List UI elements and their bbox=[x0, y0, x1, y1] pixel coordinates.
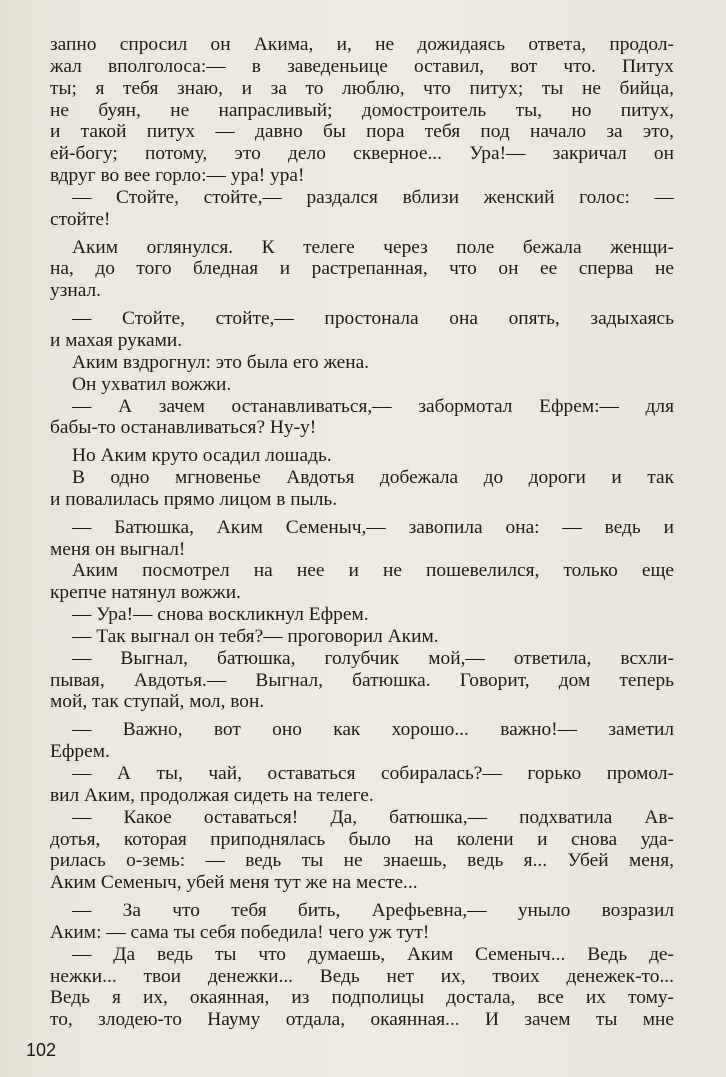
text-line: — А зачем останавливаться,— забормотал Ефрем:— для bbox=[72, 395, 674, 417]
text-line: — Важно, вот оно как хорошо... важно!— заметил bbox=[72, 719, 674, 741]
paragraph-14 bbox=[50, 648, 674, 714]
text-line: Аким Семеныч, убей меня тут же на месте... bbox=[50, 872, 418, 894]
text-line: мой, так ступай, мол, вон. bbox=[50, 691, 265, 713]
paragraph-5 bbox=[50, 352, 674, 374]
text-line: — А ты, чай, оставаться собиралась?— горько промол- bbox=[72, 763, 674, 784]
text-line: — Какое оставаться! Да, батюшка,— подхватила Ав- bbox=[72, 806, 674, 828]
text-line: на, до того бледная и растрепанная, что он ее сперва не bbox=[50, 258, 674, 280]
text-line: — Да ведь ты что думаешь, Аким Семеныч... Ведь де- bbox=[72, 943, 674, 965]
paragraph-10 bbox=[50, 517, 674, 561]
paragraph-13 bbox=[50, 626, 674, 648]
text-line: вил Аким, продолжая сидеть на телеге. bbox=[50, 784, 374, 806]
paragraph-16 bbox=[50, 763, 674, 807]
text-line: дотья, которая приподнялась было на колени и снова уда- bbox=[50, 828, 674, 850]
text-line: Аким: — сама ты себя победила! чего уж тут! bbox=[50, 921, 430, 943]
text-line: — Ура!— снова воскликнул Ефрем. bbox=[72, 604, 369, 626]
text-line: узнал. bbox=[50, 280, 102, 302]
paragraph-18 bbox=[50, 900, 674, 944]
text-line: В одно мгновенье Авдотья добежала до дороги и так bbox=[72, 467, 674, 489]
text-line: не буян, не напрасливый; домостроитель ты, но питух, bbox=[50, 99, 674, 121]
paragraph-12 bbox=[50, 604, 674, 626]
text-line: — Так выгнал он тебя?— проговорил Аким. bbox=[72, 625, 439, 647]
text-line: нежки... твои денежки... Ведь нет их, твоих денежек-то... bbox=[50, 965, 674, 987]
text-line: бабы-то останавливаться? Ну-у! bbox=[50, 417, 317, 439]
text-line: ей-богу; потому, это дело скверное... Ура!— закричал он bbox=[50, 143, 674, 165]
text-line: меня он выгнал! bbox=[50, 538, 186, 560]
text-line: — Батюшка, Аким Семеныч,— завопила она: — ведь и bbox=[72, 516, 674, 538]
text-line: Ефрем. bbox=[50, 741, 110, 763]
paragraph-2 bbox=[50, 187, 674, 231]
text-line: — За что тебя бить, Арефьевна,— уныло возразил bbox=[72, 900, 674, 922]
text-line: то, злодею-то Науму отдала, окаянная... И зачем ты мне bbox=[50, 1009, 674, 1031]
text-line: Аким посмотрел на нее и не пошевелился, только еще bbox=[72, 560, 674, 582]
text-line: Аким оглянулся. К телеге через поле бежала женщи- bbox=[72, 236, 674, 258]
paragraph-9 bbox=[50, 467, 674, 511]
paragraph-17 bbox=[50, 807, 674, 894]
text-line: Но Аким круто осадил лошадь. bbox=[72, 445, 332, 467]
text-line: рилась о-земь: — ведь ты не знаешь, ведь я... Убей меня, bbox=[50, 850, 674, 872]
page-number: 102 bbox=[26, 1040, 57, 1060]
text-line: жал вполголоса:— в заведеньице оставил, вот что. Питух bbox=[50, 55, 674, 77]
text-line: — Выгнал, батюшка, голубчик мой,— ответила, всхли- bbox=[72, 647, 674, 669]
page-text bbox=[50, 34, 674, 1031]
text-line: пывая, Авдотья.— Выгнал, батюшка. Говорит, дом теперь bbox=[50, 669, 674, 691]
paragraph-3 bbox=[50, 237, 674, 303]
paragraph-4 bbox=[50, 308, 674, 352]
text-line: Ведь я их, окаянная, из подполицы достала, все их тому- bbox=[50, 987, 674, 1009]
paragraph-15 bbox=[50, 719, 674, 763]
text-line: — Стойте, стойте,— простонала она опять, задыхаясь bbox=[72, 308, 674, 330]
text-line: Аким вздрогнул: это была его жена. bbox=[72, 351, 370, 373]
paragraph-8 bbox=[50, 445, 674, 467]
text-line: стойте! bbox=[50, 208, 111, 230]
text-line: вдруг во вее горло:— ура! ура! bbox=[50, 165, 305, 187]
text-line: и повалилась прямо лицом в пыль. bbox=[50, 488, 338, 510]
text-line: и махая руками. bbox=[50, 329, 183, 351]
text-line: и такой питух — давно бы пора тебя под начало за это, bbox=[50, 121, 674, 143]
paragraph-7 bbox=[50, 396, 674, 440]
text-line: крепче натянул вожжи. bbox=[50, 582, 241, 604]
text-line: Он ухватил вожжи. bbox=[72, 373, 232, 395]
paragraph-1 bbox=[50, 34, 674, 187]
paragraph-11 bbox=[50, 560, 674, 604]
text-line: запно спросил он Акима, и, не дожидаясь ответа, продол- bbox=[50, 34, 674, 55]
text-line: — Стойте, стойте,— раздался вблизи женский голос: — bbox=[72, 186, 674, 208]
paragraph-19 bbox=[50, 944, 674, 1031]
text-line: ты; я тебя знаю, и за то люблю, что питух; ты не бийца, bbox=[50, 77, 674, 99]
paragraph-6 bbox=[50, 374, 674, 396]
